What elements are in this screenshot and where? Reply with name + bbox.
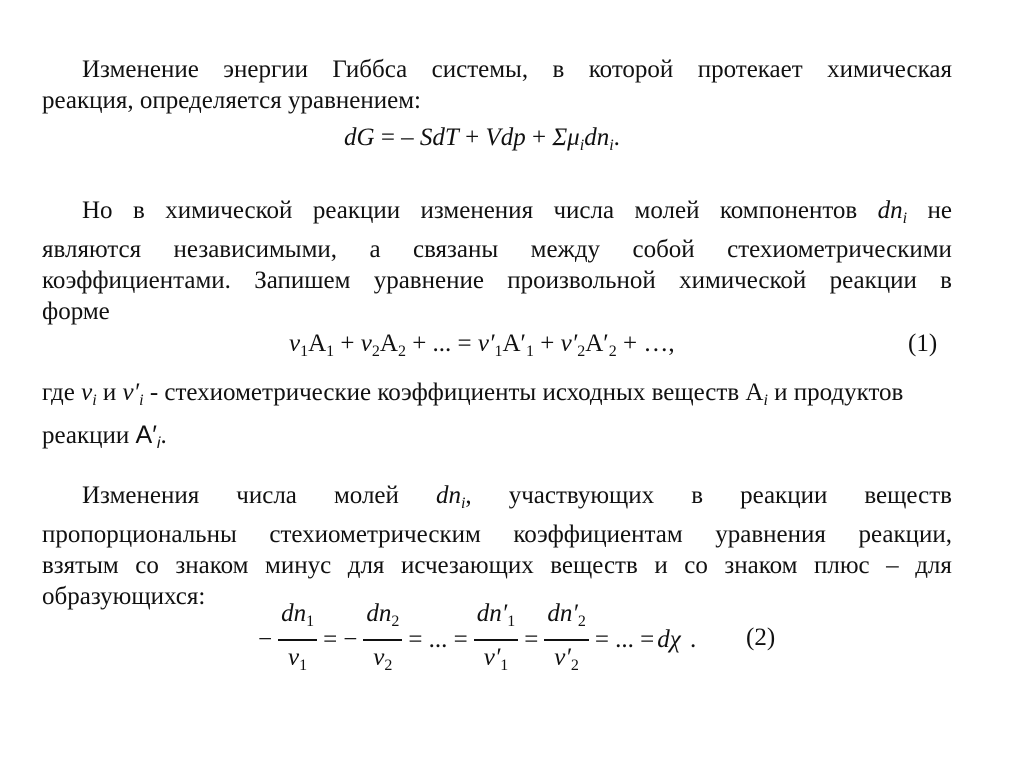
paragraph-line: реакция, определяется уравнением: — [42, 87, 422, 114]
word: независимыми, — [173, 236, 338, 263]
paragraph-line: образующихся: — [42, 583, 206, 610]
math-term: SdT — [419, 124, 459, 151]
math-subscript: i — [902, 210, 908, 227]
math-subscript: i — [609, 137, 614, 154]
math-subscript: i — [763, 392, 768, 409]
word: реакции — [829, 267, 917, 294]
math-term: ν′ — [483, 643, 501, 671]
math-subscript: 1 — [507, 613, 516, 631]
text-run: и продуктов — [767, 379, 904, 406]
fraction-denominator — [370, 641, 395, 683]
word: коэффициентами. — [42, 267, 231, 294]
math-subscript: 2 — [608, 343, 617, 360]
math-operator: = – — [374, 124, 420, 151]
math-operator: + — [525, 124, 553, 151]
fraction-denominator — [481, 641, 512, 683]
word: уравнения — [715, 521, 826, 548]
fraction-denominator — [551, 641, 582, 683]
math-punct: . — [613, 124, 620, 151]
word: Но — [82, 197, 113, 224]
equation-number-2: (2) — [746, 624, 776, 651]
word: реакции, — [858, 521, 952, 548]
math-term: dn — [281, 600, 307, 628]
math-subscript: i — [460, 495, 466, 512]
text-run: реакции — [42, 422, 136, 449]
word: химической — [679, 267, 807, 294]
math-operator: − — [258, 626, 273, 653]
word: взятым — [42, 552, 119, 579]
word: – — [886, 552, 899, 579]
word: изменения — [420, 197, 534, 224]
math-term: dn — [435, 482, 461, 509]
math-term: dn′ — [547, 600, 578, 628]
math-punct: , — [465, 482, 472, 509]
math-term: Vdp — [485, 124, 526, 151]
fraction — [278, 597, 317, 683]
word: собой — [632, 236, 695, 263]
math-subscript: 1 — [306, 613, 315, 631]
word: которой — [588, 56, 674, 83]
word: стехиометрическим — [269, 521, 481, 548]
word: произвольной — [507, 267, 656, 294]
word: для — [915, 552, 952, 579]
word: энергии — [223, 56, 308, 83]
word: в — [940, 267, 952, 294]
word: знаком — [724, 552, 798, 579]
word: системы, — [431, 56, 529, 83]
word: реакции — [312, 197, 401, 224]
fraction-numerator — [363, 597, 402, 639]
math-operator: + ... = — [405, 330, 478, 357]
word: участвующих — [508, 482, 655, 509]
math-term: dχ — [657, 626, 681, 653]
paragraph-gibbs-intro — [42, 54, 952, 116]
word: компонентов — [719, 197, 858, 224]
math-term: dn — [366, 600, 392, 628]
word: уравнение — [373, 267, 484, 294]
paragraph-line — [82, 54, 952, 85]
math-term: dG — [344, 124, 375, 151]
word: минус — [265, 552, 332, 579]
math-term: Σμ — [552, 124, 580, 151]
math-term: ν — [289, 330, 301, 357]
math-operator: = ... = — [408, 626, 468, 653]
math-subscript: 2 — [570, 656, 579, 674]
word: протекает — [697, 56, 803, 83]
math-subscript: 1 — [526, 343, 535, 360]
fraction-numerator — [544, 597, 588, 639]
math-term: A — [308, 330, 327, 357]
math-operator: = — [524, 626, 539, 653]
math-subscript: i — [139, 392, 144, 409]
paragraph-line: форме — [42, 298, 110, 325]
word: химическая — [827, 56, 952, 83]
word: Гиббса — [332, 56, 408, 83]
word: в — [691, 482, 704, 509]
word: не — [927, 197, 952, 224]
word: знаком — [175, 552, 249, 579]
math-subscript: 2 — [391, 613, 400, 631]
math-term: ν — [81, 379, 93, 406]
paragraph-line — [42, 377, 952, 416]
text-run: - стехиометрические коэффициенты исходных веществ A — [143, 379, 764, 406]
equation-fractions — [255, 600, 699, 680]
math-term: dn — [877, 197, 903, 224]
text-run: где — [42, 379, 82, 406]
math-term: ν′ — [122, 379, 140, 406]
paragraph-line — [82, 480, 952, 519]
word: пропорциональны — [42, 521, 237, 548]
word: и — [654, 552, 668, 579]
word: Изменение — [82, 56, 199, 83]
math-subscript: 2 — [397, 343, 406, 360]
word: являются — [42, 236, 142, 263]
word: числа — [236, 482, 297, 509]
word: стехиометрическими — [727, 236, 952, 263]
fraction-numerator — [278, 597, 317, 639]
math-subscript: 1 — [494, 343, 503, 360]
math-operator: + …, — [616, 330, 675, 357]
paragraph-line — [42, 550, 952, 581]
word: реакции — [740, 482, 828, 509]
word: плюс — [814, 552, 870, 579]
math-subscript: 2 — [577, 343, 586, 360]
math-operator: = ... = — [594, 626, 655, 653]
math-term: A — [379, 330, 398, 357]
word: веществ — [864, 482, 952, 509]
math-subscript: 2 — [371, 343, 380, 360]
paragraph-line — [82, 195, 952, 234]
word: Изменения — [82, 482, 200, 509]
math-subscript: 1 — [500, 656, 509, 674]
math-subscript: i — [156, 435, 161, 452]
word: связаны — [412, 236, 499, 263]
word — [436, 480, 472, 519]
text-run: . — [160, 422, 167, 449]
word: Запишем — [254, 267, 351, 294]
word: молей — [634, 197, 700, 224]
math-term: ν′ — [554, 643, 571, 671]
word: со — [135, 552, 159, 579]
math-term: A′ — [585, 330, 609, 357]
word — [878, 195, 907, 234]
math-punct: . — [683, 626, 697, 653]
word: исчезающих — [400, 552, 534, 579]
word: в — [132, 197, 145, 224]
math-term: A′ — [502, 330, 527, 357]
equation-gibbs — [344, 124, 620, 155]
math-subscript: i — [92, 392, 97, 409]
math-subscript: 1 — [299, 656, 308, 674]
word: веществ — [550, 552, 638, 579]
math-subscript: 2 — [384, 656, 393, 674]
paragraph-line — [42, 420, 952, 459]
word: между — [530, 236, 601, 263]
math-operator: = — [323, 626, 338, 653]
word: числа — [553, 197, 615, 224]
word: со — [684, 552, 708, 579]
math-term: dn — [584, 124, 610, 151]
word: химической — [165, 197, 293, 224]
word: в — [552, 56, 565, 83]
math-subscript: 2 — [577, 613, 586, 631]
fraction — [363, 597, 402, 683]
paragraph-line — [42, 234, 952, 265]
math-term: A′ — [135, 421, 157, 449]
math-subscript: 1 — [326, 343, 335, 360]
fraction — [474, 597, 518, 683]
math-subscript: 1 — [300, 343, 309, 360]
fraction — [544, 597, 588, 683]
math-operator: + — [334, 330, 361, 357]
equation-number-1: (1) — [908, 330, 938, 357]
word: а — [369, 236, 381, 263]
math-term: ν — [373, 643, 385, 671]
word: молей — [333, 482, 399, 509]
fraction-denominator — [285, 641, 310, 683]
math-term: ν — [288, 643, 300, 671]
math-term: ν′ — [560, 330, 578, 357]
math-subscript: i — [579, 137, 585, 154]
text-run: и — [96, 379, 123, 406]
word: коэффициентам — [513, 521, 683, 548]
paragraph-mole-changes — [42, 480, 952, 612]
math-term: ν′ — [477, 330, 495, 357]
math-term: ν — [360, 330, 372, 357]
paragraph-coefficients — [42, 377, 952, 459]
paragraph-line — [42, 519, 952, 550]
equation-reaction — [289, 330, 675, 361]
word: для — [347, 552, 385, 579]
math-operator: + — [458, 124, 486, 151]
math-operator: + — [534, 330, 561, 357]
paragraph-reaction-intro — [42, 195, 952, 327]
paragraph-line — [42, 265, 952, 296]
fraction-numerator — [474, 597, 518, 639]
math-term: dn′ — [476, 600, 508, 628]
math-operator: − — [343, 626, 358, 653]
